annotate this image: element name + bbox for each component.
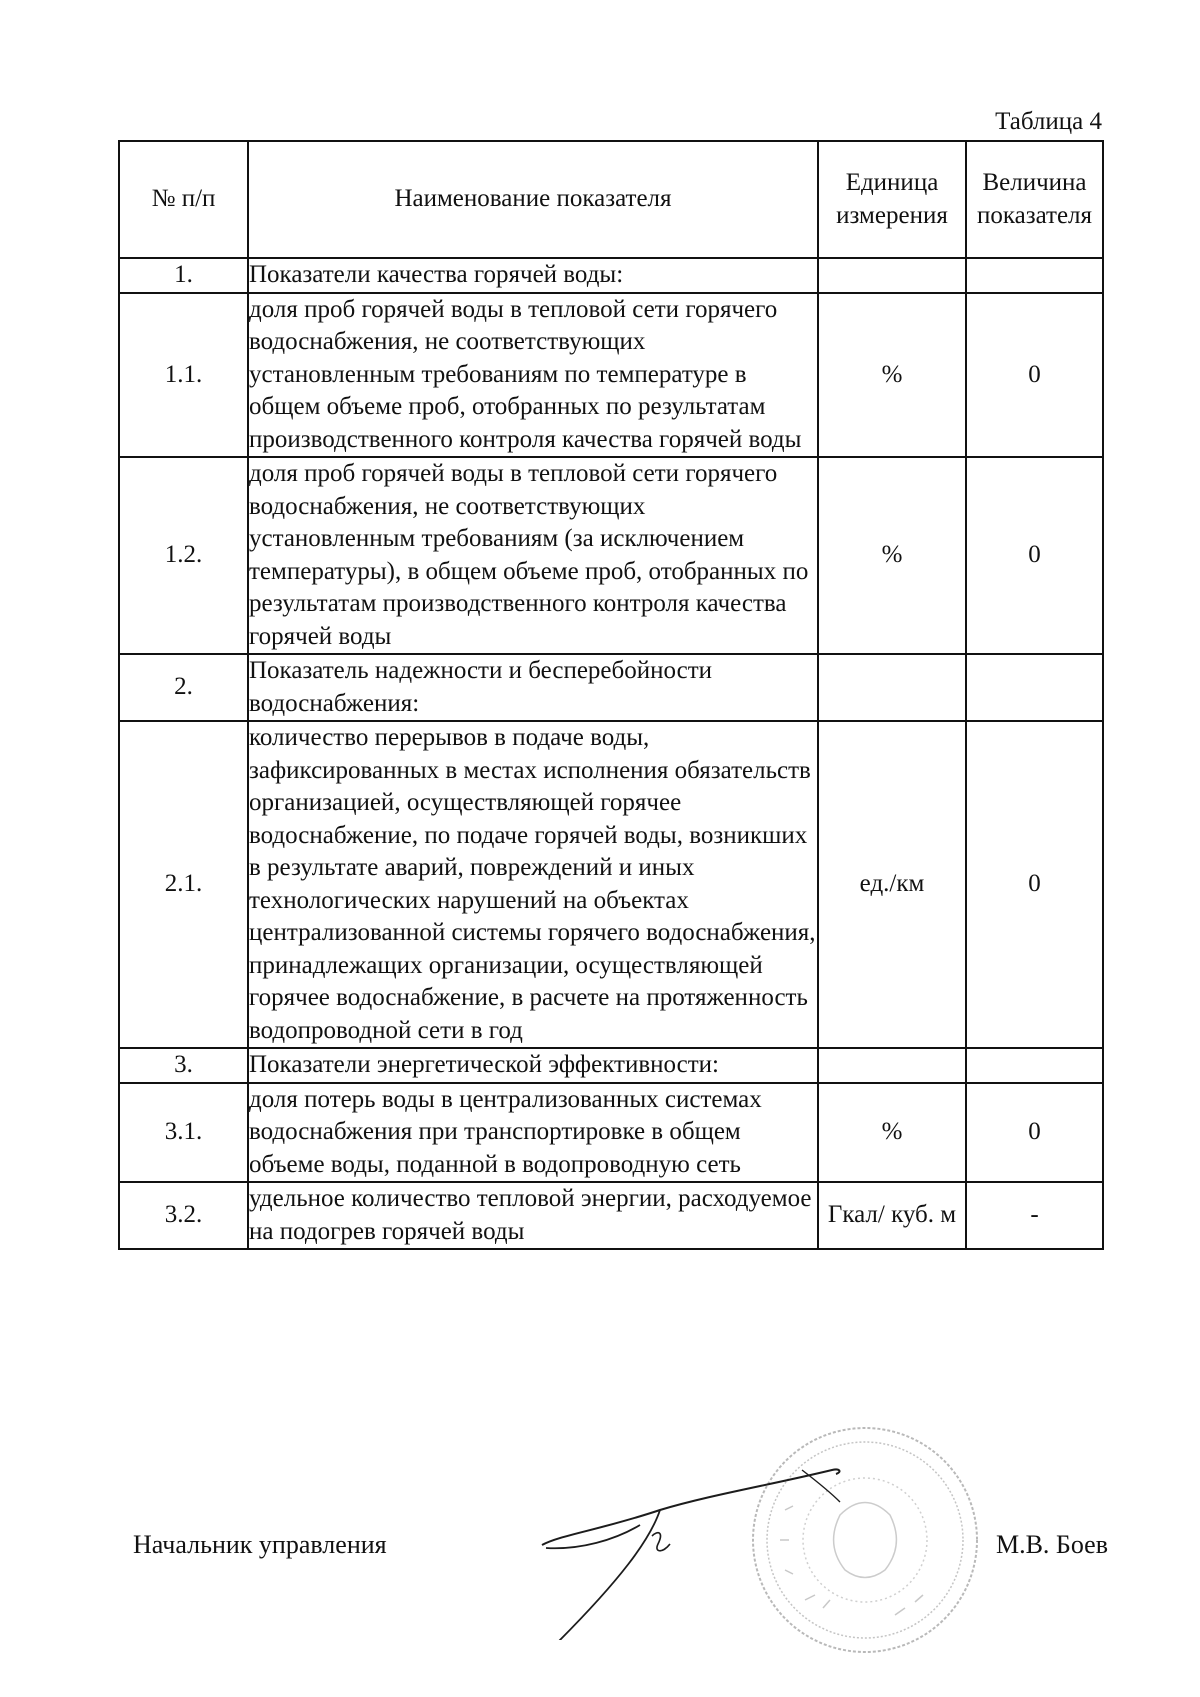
row-value <box>966 258 1103 293</box>
row-unit: Гкал/ куб. м <box>818 1182 966 1249</box>
row-value: 0 <box>966 721 1103 1048</box>
table-caption: Таблица 4 <box>995 108 1102 135</box>
header-name: Наименование показателя <box>248 141 818 258</box>
row-name: доля потерь воды в централизованных системах водоснабжения при транспортировке в общем объеме воды, поданной в водопроводную сеть <box>248 1083 818 1183</box>
row-num: 3.1. <box>119 1083 248 1183</box>
row-value <box>966 654 1103 721</box>
signer-position: Начальник управления <box>133 1530 387 1559</box>
row-num: 1.2. <box>119 457 248 654</box>
row-name: Показатели энергетической эффективности: <box>248 1048 818 1083</box>
row-num: 3.2. <box>119 1182 248 1249</box>
row-name: Показатель надежности и бесперебойности водоснабжения: <box>248 654 818 721</box>
table-row <box>119 721 1103 1048</box>
signer-name: М.В. Боев <box>995 1530 1108 1559</box>
header-value: Величина показателя <box>966 141 1103 258</box>
table-row <box>119 654 1103 721</box>
row-num: 2.1. <box>119 721 248 1048</box>
row-value: 0 <box>966 293 1103 458</box>
row-unit: ед./км <box>818 721 966 1048</box>
row-num: 2. <box>119 654 248 721</box>
signature-mark <box>540 1440 900 1640</box>
table-row <box>119 1182 1103 1249</box>
row-value <box>966 1048 1103 1083</box>
table-row <box>119 258 1103 293</box>
header-num: № п/п <box>119 141 248 258</box>
row-name: количество перерывов в подаче воды, зафиксированных в местах исполнения обязательств организацией, осуществляющей горячее водоснабжение, по подаче горячей воды, возникших в результате аварий, повреждений и иных технологических нарушений на объектах централизованной системы горячего водоснабжения, принадлежащих организации, осуществляющей горячее водоснабжение, в расчете на протяженность водопроводной сети в год <box>248 721 818 1048</box>
row-unit: % <box>818 1083 966 1183</box>
row-num: 3. <box>119 1048 248 1083</box>
row-num: 1.1. <box>119 293 248 458</box>
row-value: 0 <box>966 1083 1103 1183</box>
row-unit <box>818 1048 966 1083</box>
row-name: удельное количество тепловой энергии, расходуемое на подогрев горячей воды <box>248 1182 818 1249</box>
row-unit <box>818 654 966 721</box>
row-num: 1. <box>119 258 248 293</box>
table-row <box>119 1048 1103 1083</box>
table-header-row <box>119 141 1103 258</box>
header-unit: Единица измерения <box>818 141 966 258</box>
table-row <box>119 1083 1103 1183</box>
row-unit: % <box>818 457 966 654</box>
table-row <box>119 293 1103 458</box>
row-unit: % <box>818 293 966 458</box>
row-name: доля проб горячей воды в тепловой сети горячего водоснабжения, не соответствующих установленным требованиям (за исключением температуры), в общем объеме проб, отобранных по результатам производственного контроля качества горячей воды <box>248 457 818 654</box>
table-row <box>119 457 1103 654</box>
row-unit <box>818 258 966 293</box>
row-name: доля проб горячей воды в тепловой сети горячего водоснабжения, не соответствующих установленным требованиям по температуре в общем объеме проб, отобранных по результатам производственного контроля качества горячей воды <box>248 293 818 458</box>
row-value: 0 <box>966 457 1103 654</box>
row-value: - <box>966 1182 1103 1249</box>
indicators-table <box>118 140 1104 1250</box>
row-name: Показатели качества горячей воды: <box>248 258 818 293</box>
